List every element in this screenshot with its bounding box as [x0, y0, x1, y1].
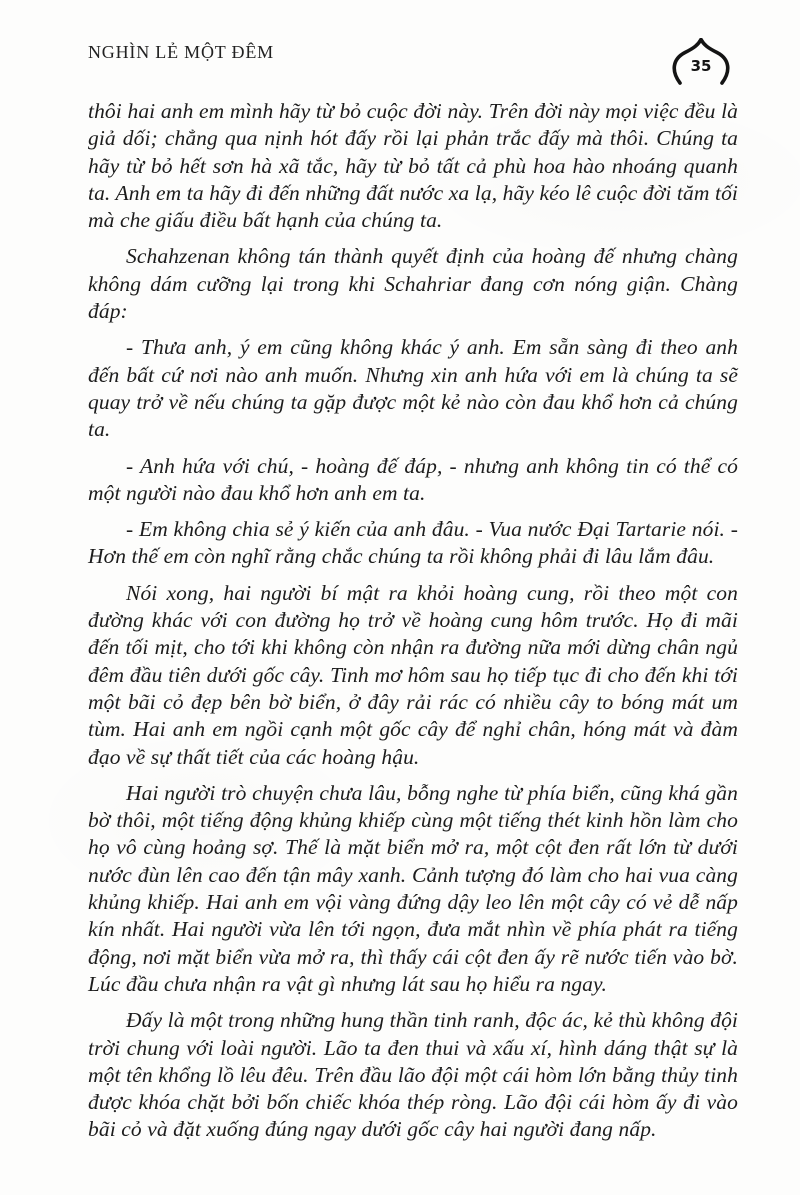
paragraph: Schahzenan không tán thành quyết định của hoàng đế nhưng chàng không dám cưỡng lại trong khi Schahriar đang cơn nóng giận. Chàng đáp:: [88, 244, 738, 324]
paragraph: - Anh hứa với chú, - hoàng đế đáp, - nhưng anh không tin có thể có một người nào đau khổ hơn anh em ta.: [88, 453, 738, 505]
page-number-ornament: [670, 38, 732, 88]
paragraph: thôi hai anh em mình hãy từ bỏ cuộc đời này. Trên đời này mọi việc đều là giả dối; chẳng qua nịnh hót đấy rồi lại phản trắc đấy mà thôi. Chúng ta hãy từ bỏ hết sơn hà xã tắc, hãy từ bỏ tất cả phù hoa hào nhoáng quanh ta. Anh em ta hãy đi đến những đất nước xa lạ, hãy kéo lê cuộc đời tăm tối mà che giấu điều bất hạnh của chúng ta.: [88, 99, 738, 233]
paragraph: - Thưa anh, ý em cũng không khác ý anh. Em sẵn sàng đi theo anh đến bất cứ nơi nào anh muốn. Nhưng xin anh hứa với em là chúng ta sẽ quay trở về nếu chúng ta gặp được một kẻ nào còn đau khổ hơn cả chúng ta.: [88, 335, 738, 442]
running-header-title: NGHÌN LẺ MỘT ĐÊM: [88, 42, 274, 62]
paragraph: Đấy là một trong những hung thần tinh ranh, độc ác, kẻ thù không đội trời chung với loài người. Lão ta đen thui và xấu xí, hình dáng thật sự là một tên khổng lồ lêu đêu. Trên đầu lão đội một cái hòm lớn bằng thủy tinh được khóa chặt bởi bốn chiếc khóa thép ròng. Lão đội cái hòm ấy đi vào bãi cỏ và đặt xuống đúng ngay dưới gốc cây hai người đang nấp.: [88, 1008, 738, 1142]
page-number: 35: [690, 57, 712, 75]
paragraph: Nói xong, hai người bí mật ra khỏi hoàng cung, rồi theo một con đường khác với con đường họ trở về hoàng cung hôm trước. Họ đi mãi đến tối mịt, cho tới khi không còn nhận ra đường nữa mới dừng chân ngủ đêm đầu tiên dưới gốc cây. Tinh mơ hôm sau họ tiếp tục đi cho đến khi tới một bãi cỏ đẹp bên bờ biển, ở đây rải rác có nhiều cây to bóng mát um tùm. Hai anh em ngồi cạnh một gốc cây để nghỉ chân, hóng mát và đàm đạo về sự thất tiết của các hoàng hậu.: [88, 580, 738, 769]
paragraph: Hai người trò chuyện chưa lâu, bỗng nghe từ phía biển, cũng khá gần bờ thôi, một tiếng động khủng khiếp cùng một tiếng thét kinh hồn làm cho họ vô cùng hoảng sợ. Thế là mặt biển mở ra, một cột đen rất lớn từ dưới nước đùn lên cao đến tận mây xanh. Cảnh tượng đó làm cho hai vua càng khủng khiếp. Hai anh em vội vàng đứng dậy leo lên một cây có vẻ dễ nấp kín nhất. Hai người vừa lên tới ngọn, đưa mắt nhìn về phía phát ra tiếng động, nơi mặt biển vừa mở ra, thì thấy cái cột đen ấy rẽ nước tiến vào bờ. Lúc đầu chưa nhận ra vật gì nhưng lát sau họ hiểu ra ngay.: [88, 780, 738, 996]
page-body: [88, 98, 738, 1153]
paragraph: - Em không chia sẻ ý kiến của anh đâu. - Vua nước Đại Tartarie nói. - Hơn thế em còn nghĩ rằng chắc chúng ta rồi không phải đi lâu lắm đâu.: [88, 517, 738, 569]
